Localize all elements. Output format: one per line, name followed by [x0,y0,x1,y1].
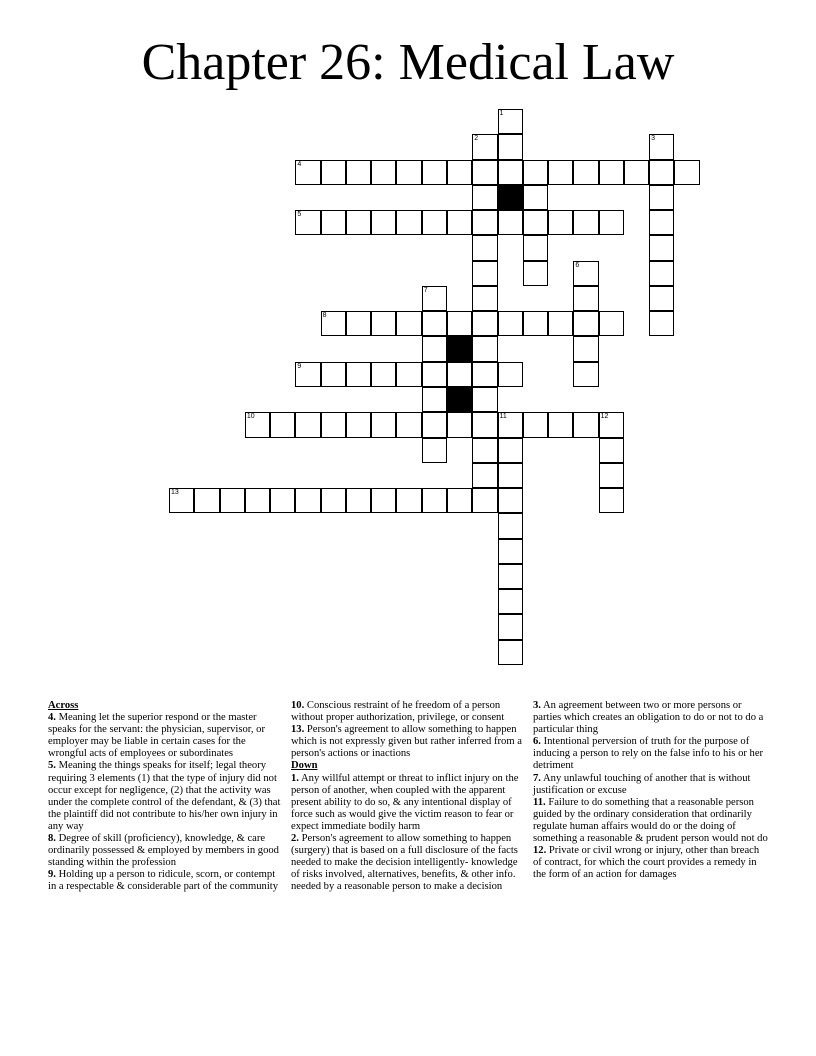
grid-cell[interactable] [422,387,447,412]
clue-text: Holding up a person to ridicule, scorn, or contempt in a respectable & considerable part of the community [48,869,279,893]
clue-text: Degree of skill (proficiency), knowledge, & care ordinarily possessed & employed by members in good standing within the profession [48,833,279,869]
grid-cell[interactable] [371,362,396,387]
grid-cell[interactable] [422,336,447,361]
grid-cell[interactable] [295,412,320,437]
grid-cell[interactable] [573,261,598,286]
grid-cell[interactable] [498,210,523,235]
clue-number: 1. [291,772,299,784]
clue-text: An agreement between two or more persons or parties which creates an obligation to do or not to do a particular thing [533,700,764,736]
clue-number: 3. [533,700,541,711]
grid-cell[interactable] [472,210,497,235]
grid-cell[interactable] [472,160,497,185]
clue-number: 12. [533,845,547,857]
clue-item [48,833,284,869]
grid-cell[interactable] [649,160,674,185]
grid-cell[interactable] [447,412,472,437]
clue-item [533,773,769,797]
grid-cell[interactable] [346,488,371,513]
grid-cell[interactable] [194,488,219,513]
grid-cell[interactable] [573,286,598,311]
grid-cell[interactable] [422,311,447,336]
cell-number: 8 [322,312,327,320]
clue-item [533,736,769,772]
grid-cell[interactable] [422,160,447,185]
black-cell [447,387,472,412]
grid-cell[interactable] [447,362,472,387]
grid-cell[interactable] [599,160,624,185]
grid-cell[interactable] [599,412,624,437]
grid-cell[interactable] [396,210,421,235]
grid-cell[interactable] [321,488,346,513]
grid-cell[interactable] [270,488,295,513]
grid-cell[interactable] [573,362,598,387]
grid-cell[interactable] [472,463,497,488]
grid-cell[interactable] [220,488,245,513]
clue-item [48,712,284,760]
clue-text: Meaning let the superior respond or the master speaks for the servant: the physician, supervisor, or employer may be liable in certain cases for the wrongful acts of employees or subordinates [48,712,265,760]
grid-cell[interactable] [422,412,447,437]
grid-cell[interactable] [472,261,497,286]
clue-text: Private or civil wrong or injury, other than breach of contract, for which the court provides a remedy in the form of an action for damages [533,845,760,881]
grid-cell[interactable] [472,311,497,336]
clue-item [48,760,284,833]
grid-cell[interactable] [523,185,548,210]
clue-text: Any unlawful touching of another that is without justification or excuse [533,772,751,796]
grid-cell[interactable] [498,438,523,463]
grid-cell[interactable] [523,412,548,437]
grid-cell[interactable] [498,488,523,513]
clue-item [291,773,527,833]
clue-number: 11. [533,796,546,808]
grid-cell[interactable] [649,185,674,210]
grid-cell[interactable] [599,463,624,488]
grid-cell[interactable] [295,160,320,185]
grid-cell[interactable] [624,160,649,185]
grid-cell[interactable] [422,362,447,387]
clue-number: 5. [48,760,56,772]
grid-cell[interactable] [321,362,346,387]
grid-cell[interactable] [422,438,447,463]
grid-cell[interactable] [498,412,523,437]
grid-cell[interactable] [548,311,573,336]
cell-number: 12 [600,413,609,421]
grid-cell[interactable] [498,589,523,614]
grid-cell[interactable] [472,488,497,513]
grid-cell[interactable] [472,362,497,387]
cell-number: 1 [499,110,504,117]
grid-cell[interactable] [472,412,497,437]
grid-cell[interactable] [573,412,598,437]
grid-cell[interactable] [422,210,447,235]
grid-cell[interactable] [523,235,548,260]
grid-cell[interactable] [447,210,472,235]
grid-cell[interactable] [599,488,624,513]
grid-cell[interactable] [548,412,573,437]
grid-cell[interactable] [346,311,371,336]
clue-number: 2. [291,833,299,845]
grid-cell[interactable] [674,160,699,185]
clue-item [533,700,769,736]
grid-cell[interactable] [523,160,548,185]
grid-cell[interactable] [245,488,270,513]
page-title: Chapter 26: Medical Law [141,34,675,91]
clue-number: 7. [533,772,541,784]
cell-number: 5 [297,211,302,219]
clue-number: 4. [48,712,56,724]
grid-cell[interactable] [498,513,523,538]
grid-cell[interactable] [573,160,598,185]
grid-cell[interactable] [295,210,320,235]
cell-number: 3 [651,135,656,143]
grid-cell[interactable] [321,412,346,437]
grid-cell[interactable] [270,412,295,437]
grid-cell[interactable] [346,412,371,437]
grid-cell[interactable] [396,362,421,387]
grid-cell[interactable] [447,160,472,185]
clue-item [291,833,527,893]
grid-cell[interactable] [498,539,523,564]
grid-cell[interactable] [498,564,523,589]
grid-cell[interactable] [573,336,598,361]
clue-text: Conscious restraint of he freedom of a person without proper authorization, privilege, or consent [291,700,505,724]
grid-cell[interactable] [649,286,674,311]
grid-cell[interactable] [371,412,396,437]
clue-text: Failure to do something that a reasonable person guided by the ordinary consideration that ordinarily regulate human affairs would do or the doing of something a reasonable & prudent person would not do [533,796,768,845]
grid-cell[interactable] [548,210,573,235]
grid-cell[interactable] [371,160,396,185]
clue-number: 13. [291,724,305,736]
grid-cell[interactable] [498,134,523,159]
grid-cell[interactable] [371,311,396,336]
grid-cell[interactable] [472,438,497,463]
grid-cell[interactable] [295,488,320,513]
grid-cell[interactable] [599,210,624,235]
grid-cell[interactable] [599,311,624,336]
grid-cell[interactable] [346,210,371,235]
grid-cell[interactable] [498,160,523,185]
grid-cell[interactable] [396,160,421,185]
grid-cell[interactable] [447,488,472,513]
grid-cell[interactable] [548,160,573,185]
clue-text: Person's agreement to allow something to happen which is not expressly given but rather inferred from a person's actions or inactions [291,724,522,760]
grid-cell[interactable] [447,311,472,336]
clue-heading-across: Across [48,700,79,711]
clue-item [533,845,769,881]
grid-cell[interactable] [422,488,447,513]
clue-heading-down: Down [291,760,318,772]
grid-cell[interactable] [498,109,523,134]
grid-cell[interactable] [396,412,421,437]
clue-item [291,724,527,760]
grid-cell[interactable] [498,614,523,639]
grid-cell[interactable] [321,210,346,235]
grid-cell[interactable] [498,463,523,488]
cell-number: 13 [171,489,179,497]
grid-cell[interactable] [523,311,548,336]
cell-number: 4 [297,160,302,168]
grid-cell[interactable] [649,261,674,286]
cell-number: 9 [297,362,302,370]
grid-cell[interactable] [649,311,674,336]
cell-number: 6 [575,261,580,269]
black-cell [447,336,472,361]
grid-cell[interactable] [498,362,523,387]
grid-cell[interactable] [245,412,270,437]
grid-cell[interactable] [573,210,598,235]
grid-cell[interactable] [599,438,624,463]
clues-column-2 [291,700,527,894]
grid-cell[interactable] [169,488,194,513]
grid-cell[interactable] [422,286,447,311]
grid-cell[interactable] [472,336,497,361]
clue-text: Person's agreement to allow something to happen (surgery) that is based on a full disclosure of the facts needed to make the decision intelligently- knowledge of risks involved, alternatives, benefits, & other info. needed by a reasonable person to make a decision [291,833,518,893]
grid-cell[interactable] [321,160,346,185]
grid-cell[interactable] [371,210,396,235]
clue-number: 10. [291,700,305,711]
grid-cell[interactable] [472,134,497,159]
grid-cell[interactable] [396,488,421,513]
black-cell [498,185,523,210]
clue-text: Any willful attempt or threat to inflict injury on the person of another, when coupled with the apparent present ability to do so, & any intentional display of force such as would give the victim reason to fear or expect immediate bodily harm [291,772,519,832]
grid-cell[interactable] [371,488,396,513]
grid-cell[interactable] [396,311,421,336]
grid-cell[interactable] [649,235,674,260]
cell-number: 11 [499,413,507,421]
grid-cell[interactable] [523,261,548,286]
grid-cell[interactable] [498,311,523,336]
cell-number: 7 [423,286,428,294]
grid-cell[interactable] [472,286,497,311]
clue-number: 8. [48,833,56,845]
grid-cell[interactable] [573,311,598,336]
grid-cell[interactable] [295,362,320,387]
grid-cell[interactable] [321,311,346,336]
clues-column-3 [533,700,769,881]
cell-number: 10 [246,413,255,421]
grid-cell[interactable] [649,210,674,235]
grid-cell[interactable] [472,235,497,260]
clue-text: Meaning the things speaks for itself; legal theory requiring 3 elements (1) that the type of injury did not occur except for negligence, (2) that the activity was under the complete control of the defendant, & (3) that the plaintiff did not contribute to his/her own injury in any way [48,760,281,832]
grid-cell[interactable] [649,134,674,159]
grid-cell[interactable] [346,160,371,185]
clue-item [48,869,284,893]
clue-item [533,797,769,845]
grid-cell[interactable] [523,210,548,235]
grid-cell[interactable] [498,640,523,665]
grid-cell[interactable] [472,387,497,412]
grid-cell[interactable] [472,185,497,210]
cell-number: 2 [474,135,479,143]
clues-column-1 [48,700,284,894]
grid-cell[interactable] [346,362,371,387]
clue-item [291,700,527,724]
clue-text: Intentional perversion of truth for the purpose of inducing a person to rely on the false info to his or her detriment [533,736,764,772]
clue-number: 6. [533,736,541,748]
clue-number: 9. [48,869,56,881]
